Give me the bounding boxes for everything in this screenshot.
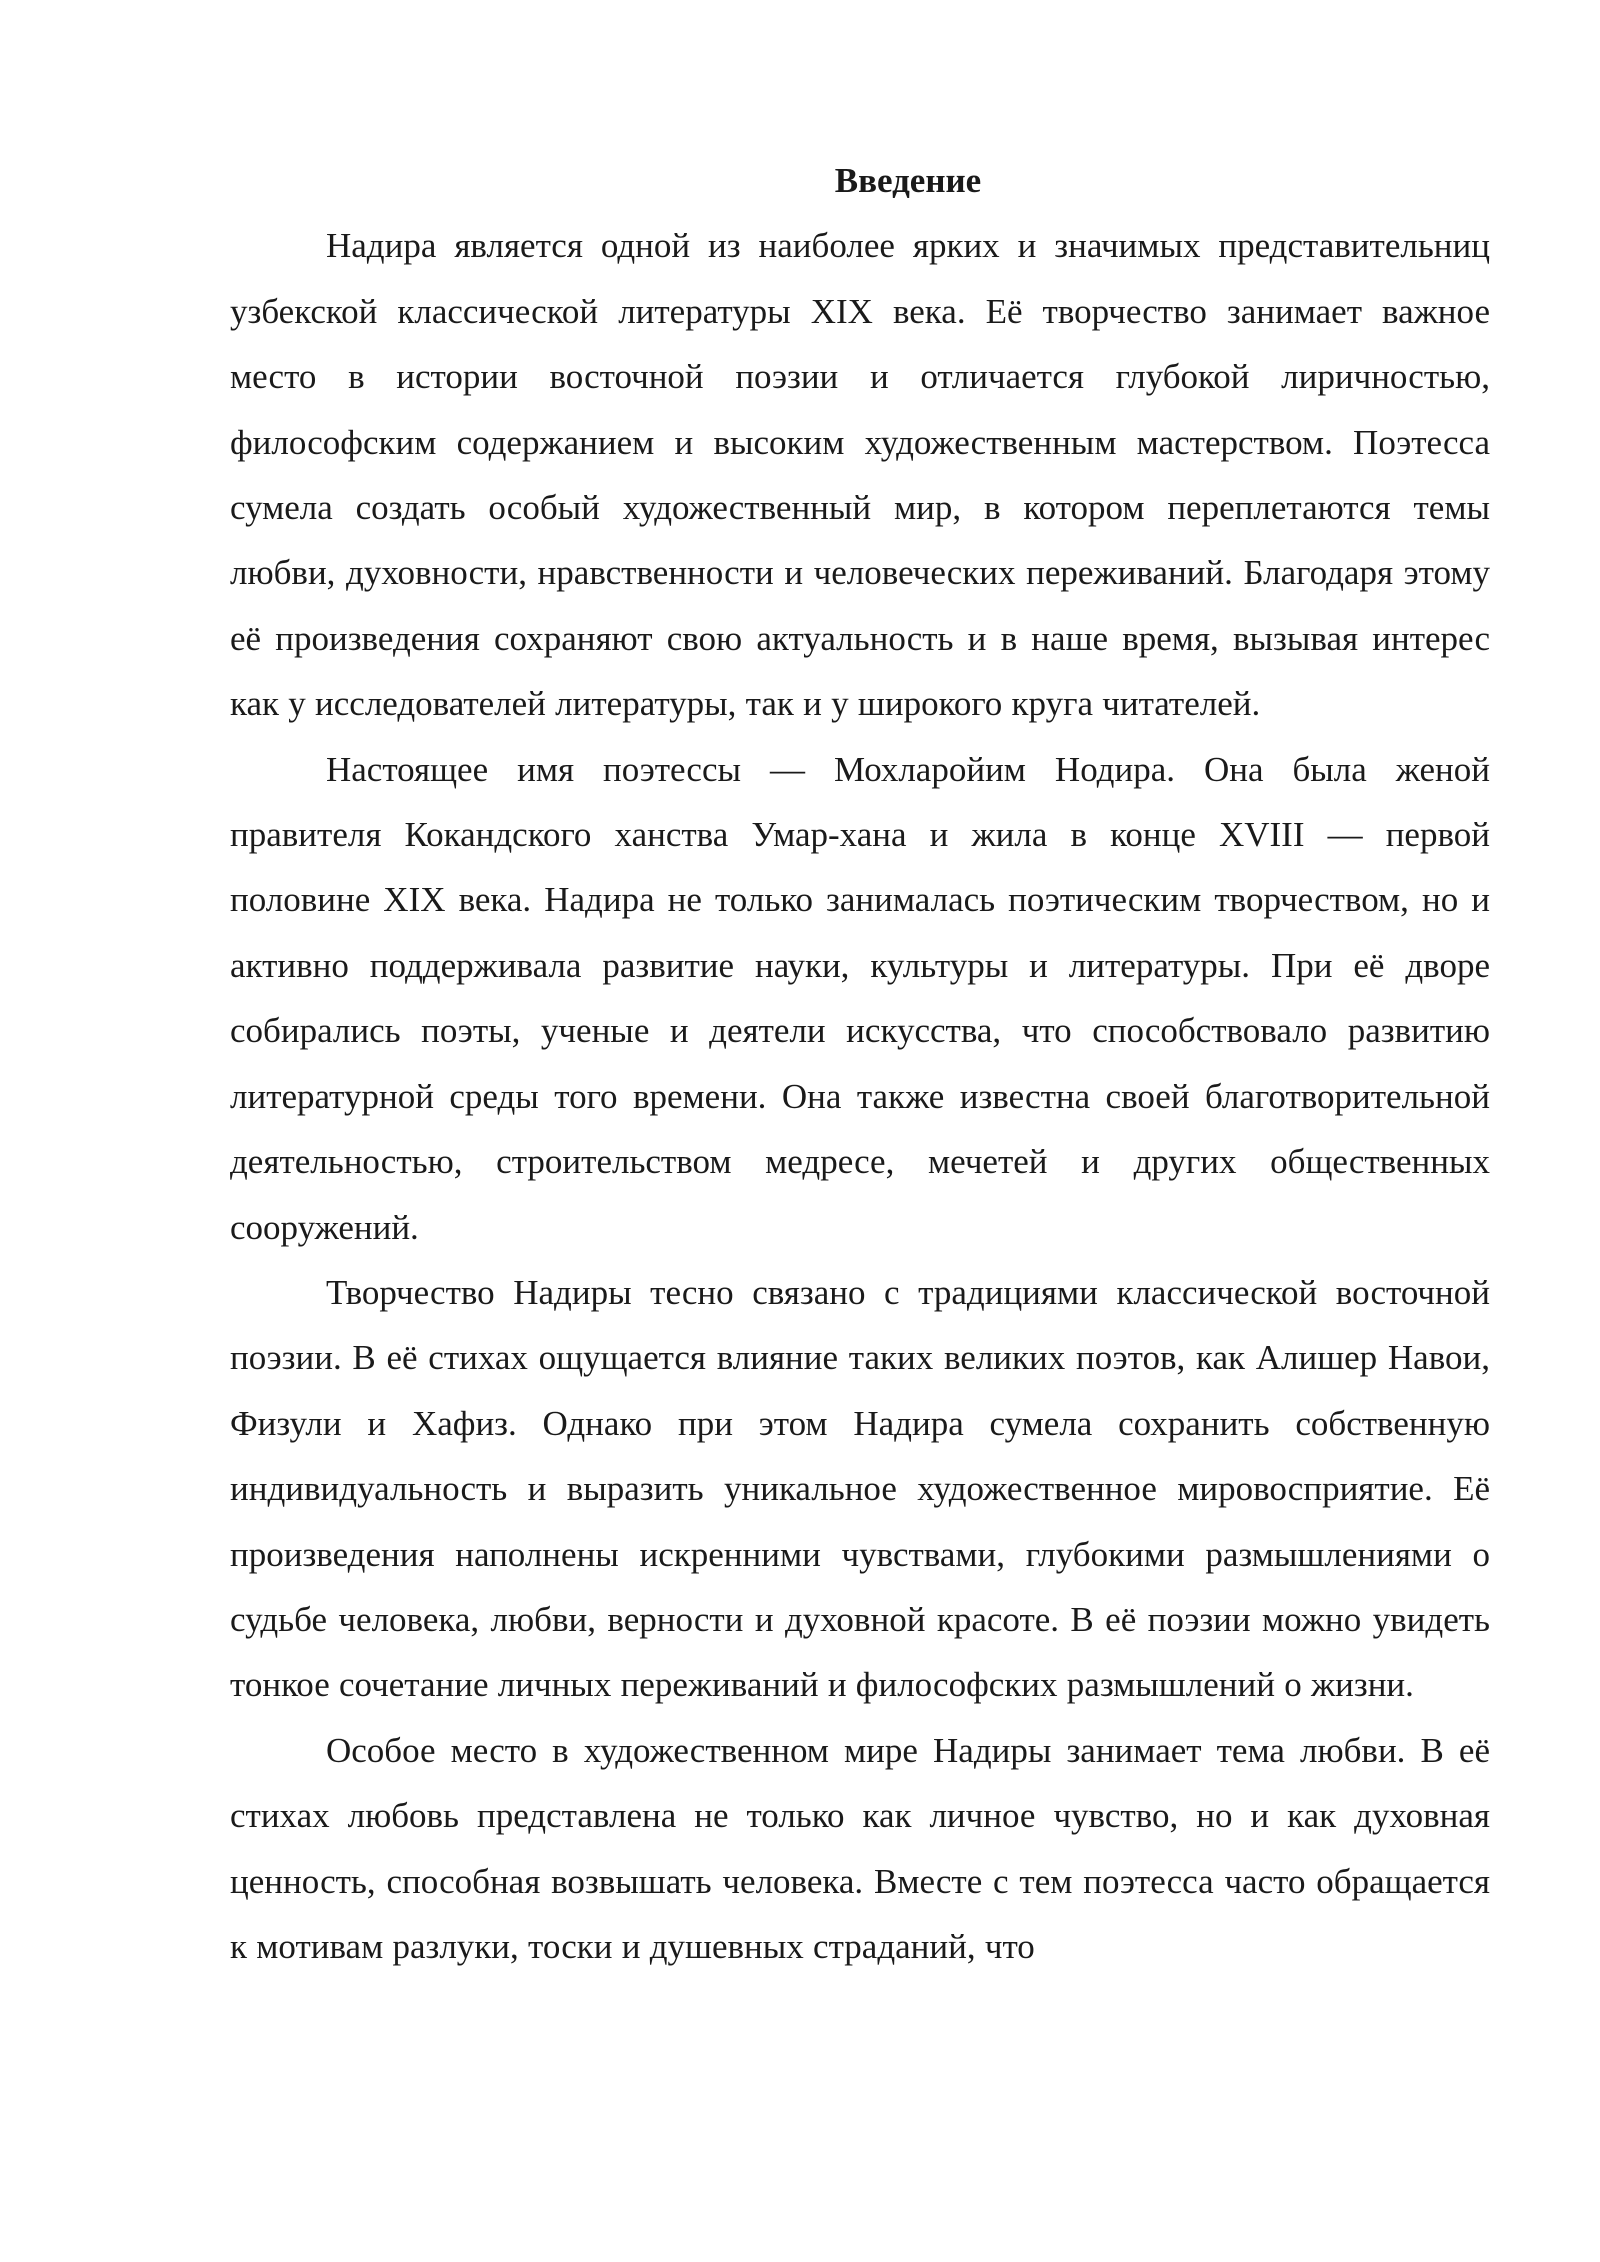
document-body — [230, 148, 1490, 1979]
paragraph-intro: Надира является одной из наиболее ярких и значимых представительниц узбекской классической литературы XIX века. Её творчество занимает важное место в истории восточной поэзии и отличается глубокой лиричностью, философским содержанием и высоким художественным мастерством. Поэтесса сумела создать особый художественный мир, в котором переплетаются темы любви, духовности, нравственности и человеческих переживаний. Благодаря этому её произведения сохраняют свою актуальность и в наше время, вызывая интерес как у исследователей литературы, так и у широкого круга читателей. — [230, 226, 1490, 724]
paragraph-biography: Настоящее имя поэтессы — Мохларойим Нодира. Она была женой правителя Кокандского ханства Умар-хана и жила в конце XVIII — первой половине XIX века. Надира не только занималась поэтическим творчеством, но и активно поддерживала развитие науки, культуры и литературы. При её дворе собирались поэты, ученые и деятели искусства, что способствовало развитию литературной среды того времени. Она также известна своей благотворительной деятельностью, строительством медресе, мечетей и других общественных сооружений. — [230, 749, 1490, 1247]
paragraph-love-theme: Особое место в художественном мире Надиры занимает тема любви. В её стихах любовь представлена не только как личное чувство, но и как духовная ценность, способная возвышать человека. Вместе с тем поэтесса часто обращается к мотивам разлуки, тоски и душевных страданий, что — [230, 1730, 1490, 1966]
paragraph-tradition: Творчество Надиры тесно связано с традициями классической восточной поэзии. В её стихах ощущается влияние таких великих поэтов, как Алишер Навои, Физули и Хафиз. Однако при этом Надира сумела сохранить собственную индивидуальность и выразить уникальное художественное мировосприятие. Её произведения наполнены искренними чувствами, глубокими размышлениями о судьбе человека, любви, верности и духовной красоте. В её поэзии можно увидеть тонкое сочетание личных переживаний и философских размышлений о жизни. — [230, 1272, 1490, 1705]
page-title: Введение — [834, 161, 982, 200]
